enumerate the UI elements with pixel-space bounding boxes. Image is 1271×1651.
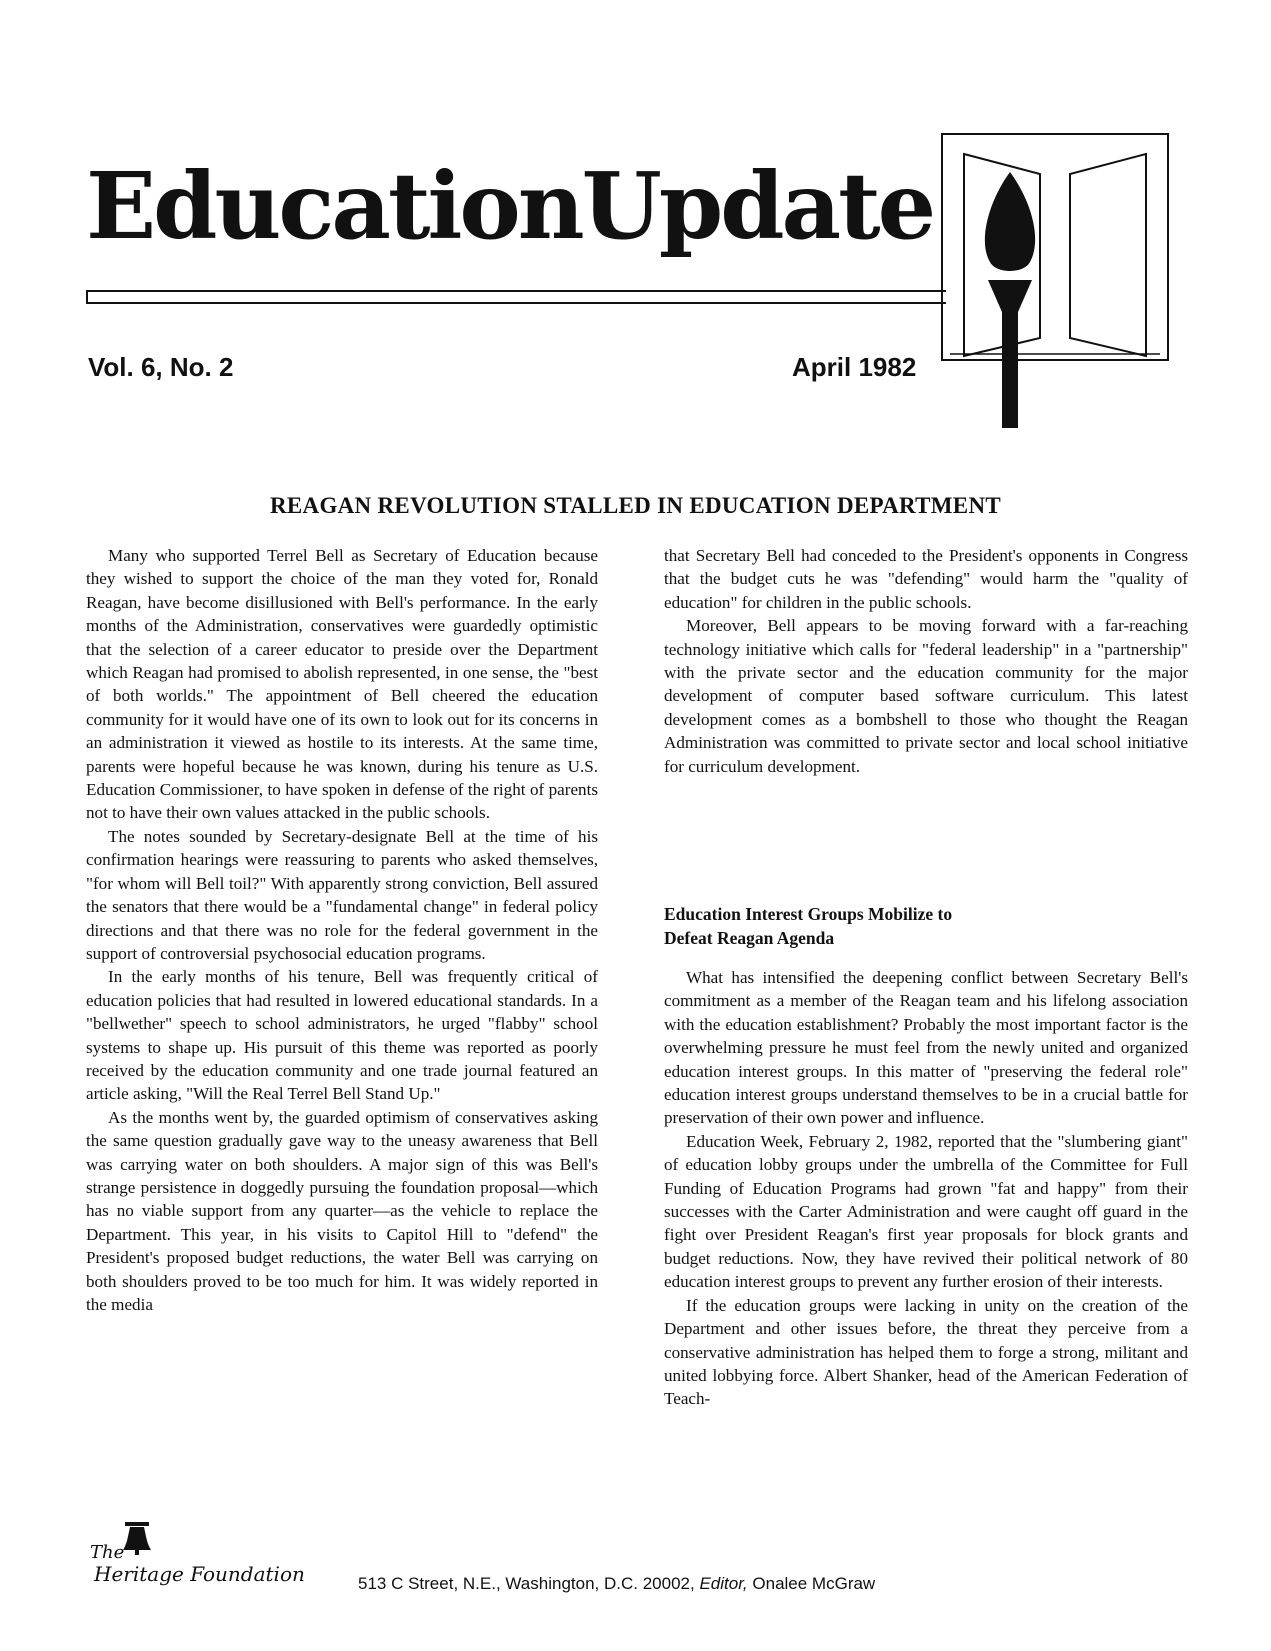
subhead-line: Defeat Reagan Agenda bbox=[664, 928, 835, 948]
paragraph: Many who supported Terrel Bell as Secretary of Education because they wished to support the choice of the man they voted for, Ronald Reagan, have become disillusioned with Bell's performance. In the early months of the Administration, conservatives were guardedly optimistic that the selection of a career educator to preside over the Department which Reagan had promised to abolish represented, in one sense, the "best of both worlds." The appointment of Bell cheered the education community for it would have one of its own to look out for its concerns in an administration it viewed as hostile to its interests. At the same time, parents were hopeful because he was known, during his tenure as U.S. Education Commissioner, to have spoken in defense of the right of parents not to have their own values attacked in the public schools. bbox=[86, 546, 598, 823]
volume-number: Vol. 6, No. 2 bbox=[88, 352, 234, 382]
paragraph: In the early months of his tenure, Bell was frequently critical of education policies that had resulted in lowered educational standards. In a "bellwether" speech to school administrators, he urged "flabby" school systems to shape up. His pursuit of this theme was reported as poorly received by the education community and one trade journal featured an article asking, "Will the Real Terrel Bell Stand Up." bbox=[86, 967, 598, 1104]
article-headline: REAGAN REVOLUTION STALLED IN EDUCATION DEPARTMENT bbox=[270, 493, 1001, 518]
masthead-title: EducationUpdate bbox=[86, 152, 934, 260]
subhead-line: Education Interest Groups Mobilize to bbox=[664, 904, 953, 924]
publisher-logo bbox=[86, 1522, 306, 1590]
masthead-rule bbox=[86, 290, 946, 304]
paragraph: Moreover, Bell appears to be moving forward with a far-reaching technology initiative which calls for "federal leadership" in a "partnership" with the private sector and the education community for the major development of computer based software curriculum. This latest development comes as a bombshell to those who thought the Reagan Administration was committed to private sector and local school initiative for curriculum development. bbox=[664, 616, 1188, 776]
article-column-left bbox=[86, 544, 598, 1316]
paragraph: What has intensified the deepening conflict between Secretary Bell's commitment as a member of the Reagan team and his lifelong association with the education establishment? Probably the most important factor is the overwhelming pressure he must feel from the newly united and organized education interest groups. In this matter of "preserving the federal role" education interest groups understand themselves to be in a crucial battle for preservation of their own power and influence. bbox=[664, 968, 1188, 1128]
article-column-right-top bbox=[664, 544, 1188, 778]
section-subhead bbox=[664, 902, 1188, 950]
logo-name: Heritage Foundation bbox=[94, 1562, 305, 1586]
paragraph: Education Week, February 2, 1982, reported that the "slumbering giant" of education lobby groups under the umbrella of the Committee for Full Funding of Education Programs had grown "fat and happy" from their successes with the Carter Administration and were caught off guard in the fight over President Reagan's first year proposals for block grants and budget reductions. Now, they have revived their political network of 80 education interest groups to prevent any further erosion of their interests. bbox=[664, 1131, 1188, 1292]
issue-date: April 1982 bbox=[792, 352, 917, 382]
article-column-right-bottom bbox=[664, 966, 1188, 1411]
paragraph: As the months went by, the guarded optimism of conservatives asking the same question gradually gave way to the uneasy awareness that Bell was carrying water on both shoulders. A major sign of this was Bell's strange persistence in doggedly pursuing the foundation proposal—which has no viable support from any quarter—as the vehicle to replace the Department. This year, in his visits to Capitol Hill to "defend" the President's proposed budget reductions, the water Bell was carrying on both shoulders proved to be too much for him. It was widely reported in the media bbox=[86, 1107, 598, 1314]
paragraph: that Secretary Bell had conceded to the President's opponents in Congress that the budget cuts he was "defending" would harm the "quality of education" for children in the public schools. bbox=[664, 546, 1188, 612]
liberty-bell-icon bbox=[122, 1522, 152, 1556]
paragraph: If the education groups were lacking in unity on the creation of the Department and other issues before, the threat they perceive from a conservative administration has helped them to forge a strong, militant and united lobbying force. Albert Shanker, head of the American Federation of Teach- bbox=[664, 1295, 1188, 1409]
address: 513 C Street, N.E., Washington, D.C. 20002, bbox=[358, 1574, 695, 1593]
torch-book-icon bbox=[940, 132, 1170, 462]
paragraph: The notes sounded by Secretary-designate Bell at the time of his confirmation hearings were reassuring to parents who asked themselves, "for whom will Bell toil?" With apparently strong conviction, Bell assured the senators that there would be a "fundamental change" in federal policy directions and that there was no role for the federal government in the support of controversial psychosocial education programs. bbox=[86, 826, 598, 963]
editor-label: Editor, bbox=[699, 1574, 748, 1593]
logo-the: The bbox=[90, 1542, 125, 1563]
footer-address-line bbox=[358, 1574, 875, 1594]
editor-name: Onalee McGraw bbox=[752, 1574, 876, 1593]
